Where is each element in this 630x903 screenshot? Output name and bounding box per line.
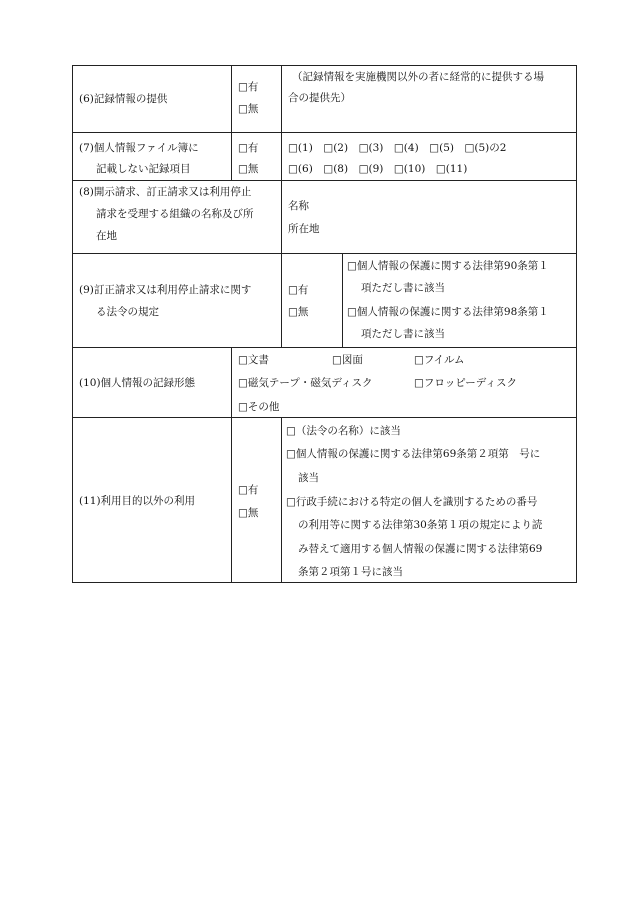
row10-floppy-checkbox[interactable]: □フロッピーディスク <box>414 377 517 389</box>
col-divider <box>231 417 232 583</box>
row11-no-checkbox[interactable]: □無 <box>238 507 259 519</box>
row10-document-checkbox[interactable]: □文書 <box>238 354 269 366</box>
row8-label: 在地 <box>96 230 117 242</box>
row6-no-checkbox[interactable]: □無 <box>238 103 259 115</box>
row11-option-checkbox[interactable]: □（法令の名称）に該当 <box>286 425 401 437</box>
row9-option-text: 項ただし書に該当 <box>361 282 445 294</box>
row8-label: 請求を受理する組織の名称及び所 <box>96 208 254 220</box>
row-divider <box>72 132 577 133</box>
row7-label: 記載しない記録項目 <box>96 163 191 175</box>
row-divider <box>72 180 577 181</box>
row10-drawing-checkbox[interactable]: □図面 <box>332 354 363 366</box>
row11-yes-checkbox[interactable]: □有 <box>238 484 259 496</box>
col-divider <box>281 180 282 253</box>
row7-item-checkboxes[interactable]: □(1) □(2) □(3) □(4) □(5) □(5)の2 <box>288 142 507 154</box>
row11-option-text: の利用等に関する法律第30条第１項の規定により読 <box>298 519 543 531</box>
row7-item-checkboxes[interactable]: □(6) □(8) □(9) □(10) □(11) <box>288 163 468 175</box>
row11-option-text: み替えて適用する個人情報の保護に関する法律第69 <box>298 543 543 555</box>
row10-film-checkbox[interactable]: □フイルム <box>414 354 465 366</box>
row6-yes-checkbox[interactable]: □有 <box>238 81 259 93</box>
row-divider <box>72 417 577 418</box>
row6-label: (6)記録情報の提供 <box>79 93 168 105</box>
row8-name-label: 名称 <box>288 200 309 212</box>
col-divider <box>281 65 282 180</box>
row-divider <box>72 253 577 254</box>
row8-label: (8)開示請求、訂正請求又は利用停止 <box>79 186 252 198</box>
row9-label: る法令の規定 <box>96 306 159 318</box>
row10-label: (10)個人情報の記録形態 <box>79 377 196 389</box>
col-divider <box>231 65 232 180</box>
col-divider <box>281 253 282 347</box>
row9-yes-checkbox[interactable]: □有 <box>288 284 309 296</box>
row11-option-text: 該当 <box>298 472 319 484</box>
row11-option-checkbox[interactable]: □行政手続における特定の個人を識別するための番号 <box>286 496 538 508</box>
row7-no-checkbox[interactable]: □無 <box>238 163 259 175</box>
col-divider <box>281 417 282 583</box>
row9-option-checkbox[interactable]: □個人情報の保護に関する法律第98条第１ <box>347 306 549 318</box>
col-divider <box>231 347 232 417</box>
row7-yes-checkbox[interactable]: □有 <box>238 142 259 154</box>
row9-label: (9)訂正請求又は利用停止請求に関す <box>79 284 252 296</box>
row11-label: (11)利用目的以外の利用 <box>79 495 196 507</box>
row10-magnetic-checkbox[interactable]: □磁気テープ・磁気ディスク <box>238 377 373 389</box>
row6-note: 合の提供先） <box>288 92 351 104</box>
row6-note: （記録情報を実施機関以外の者に経常的に提供する場 <box>292 71 544 83</box>
row10-other-checkbox[interactable]: □その他 <box>238 401 280 413</box>
row11-option-checkbox[interactable]: □個人情報の保護に関する法律第69条第２項第 号に <box>286 448 541 460</box>
col-divider <box>342 253 343 347</box>
row9-option-checkbox[interactable]: □個人情報の保護に関する法律第90条第１ <box>347 260 549 272</box>
row7-label: (7)個人情報ファイル簿に <box>79 142 199 154</box>
row-divider <box>72 347 577 348</box>
row9-no-checkbox[interactable]: □無 <box>288 306 309 318</box>
row11-option-text: 条第２項第１号に該当 <box>298 566 403 578</box>
row9-option-text: 項ただし書に該当 <box>361 328 445 340</box>
row8-address-label: 所在地 <box>288 223 320 235</box>
